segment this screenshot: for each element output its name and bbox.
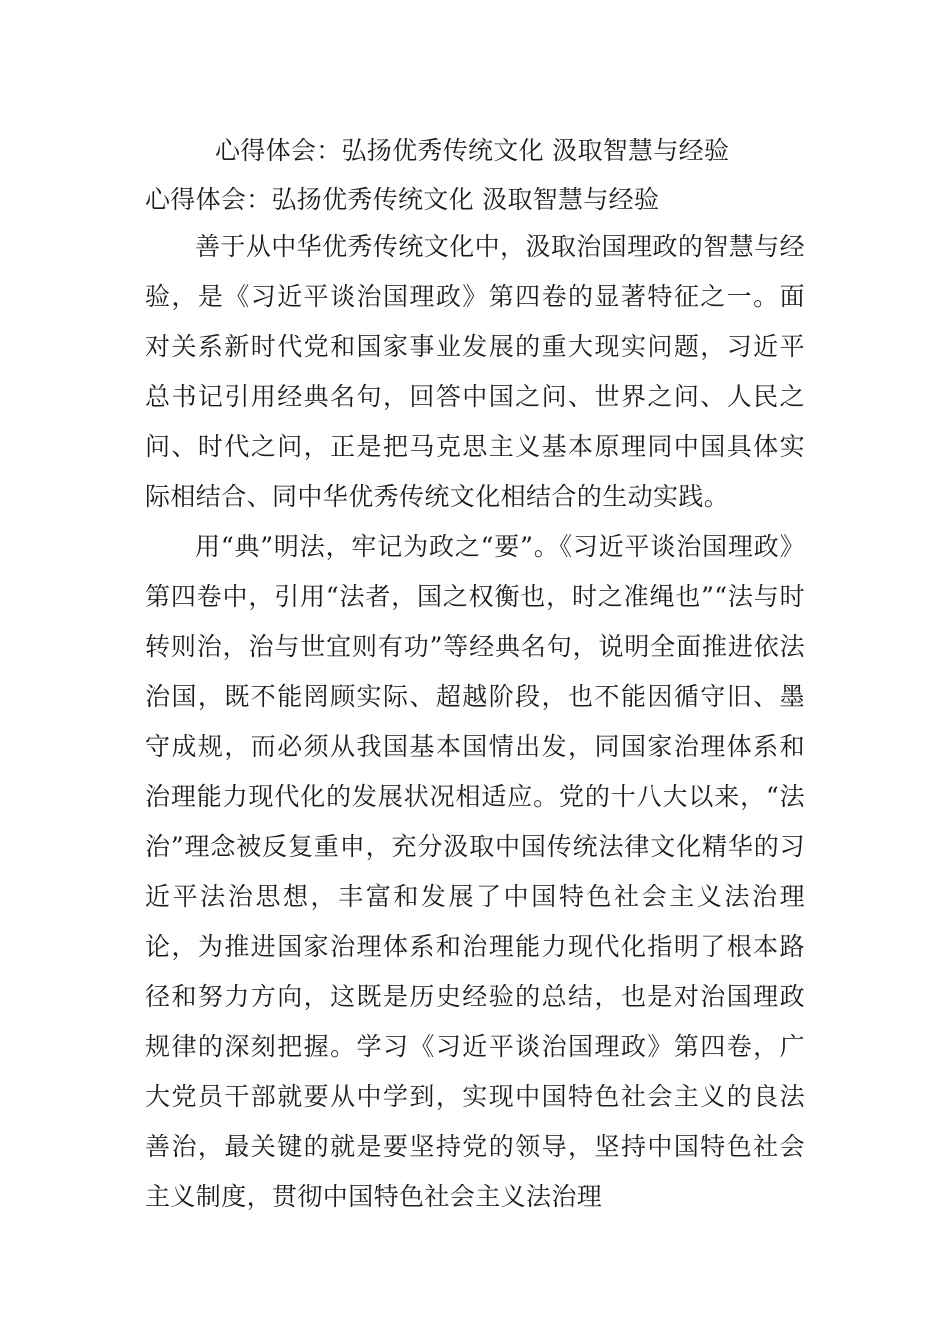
paragraph-1: 善于从中华优秀传统文化中，汲取治国理政的智慧与经验，是《习近平谈治国理政》第四卷的显著特征之一。面对关系新时代党和国家事业发展的重大现实问题，习近平总书记引用经典名句，回答中国之问、世界之问、人民之问、时代之问，正是把马克思主义基本原理同中国具体实际相结合、同中华优秀传统文化相结合的生动实践。 <box>145 232 805 511</box>
document-body <box>145 222 805 1222</box>
document-title-centered: 心得体会：弘扬优秀传统文化 汲取智慧与经验 <box>215 136 730 165</box>
document-title-left: 心得体会：弘扬优秀传统文化 汲取智慧与经验 <box>145 185 660 214</box>
paragraph-2: 用“典”明法，牢记为政之“要”。《习近平谈治国理政》第四卷中，引用“法者，国之权衡也，时之准绳也”“法与时转则治，治与世宜则有功”等经典名句，说明全面推进依法治国，既不能罔顾实际、超越阶段，也不能因循守旧、墨守成规，而必须从我国基本国情出发，同国家治理体系和治理能力现代化的发展状况相适应。党的十八大以来，“法治”理念被反复重申，充分汲取中国传统法律文化精华的习近平法治思想，丰富和发展了中国特色社会主义法治理论，为推进国家治理体系和治理能力现代化指明了根本路径和努力方向，这既是历史经验的总结，也是对治国理政规律的深刻把握。学习《习近平谈治国理政》第四卷，广大党员干部就要从中学到，实现中国特色社会主义的良法善治，最关键的就是要坚持党的领导，坚持中国特色社会主义制度，贯彻中国特色社会主义法治理 <box>145 532 805 1211</box>
